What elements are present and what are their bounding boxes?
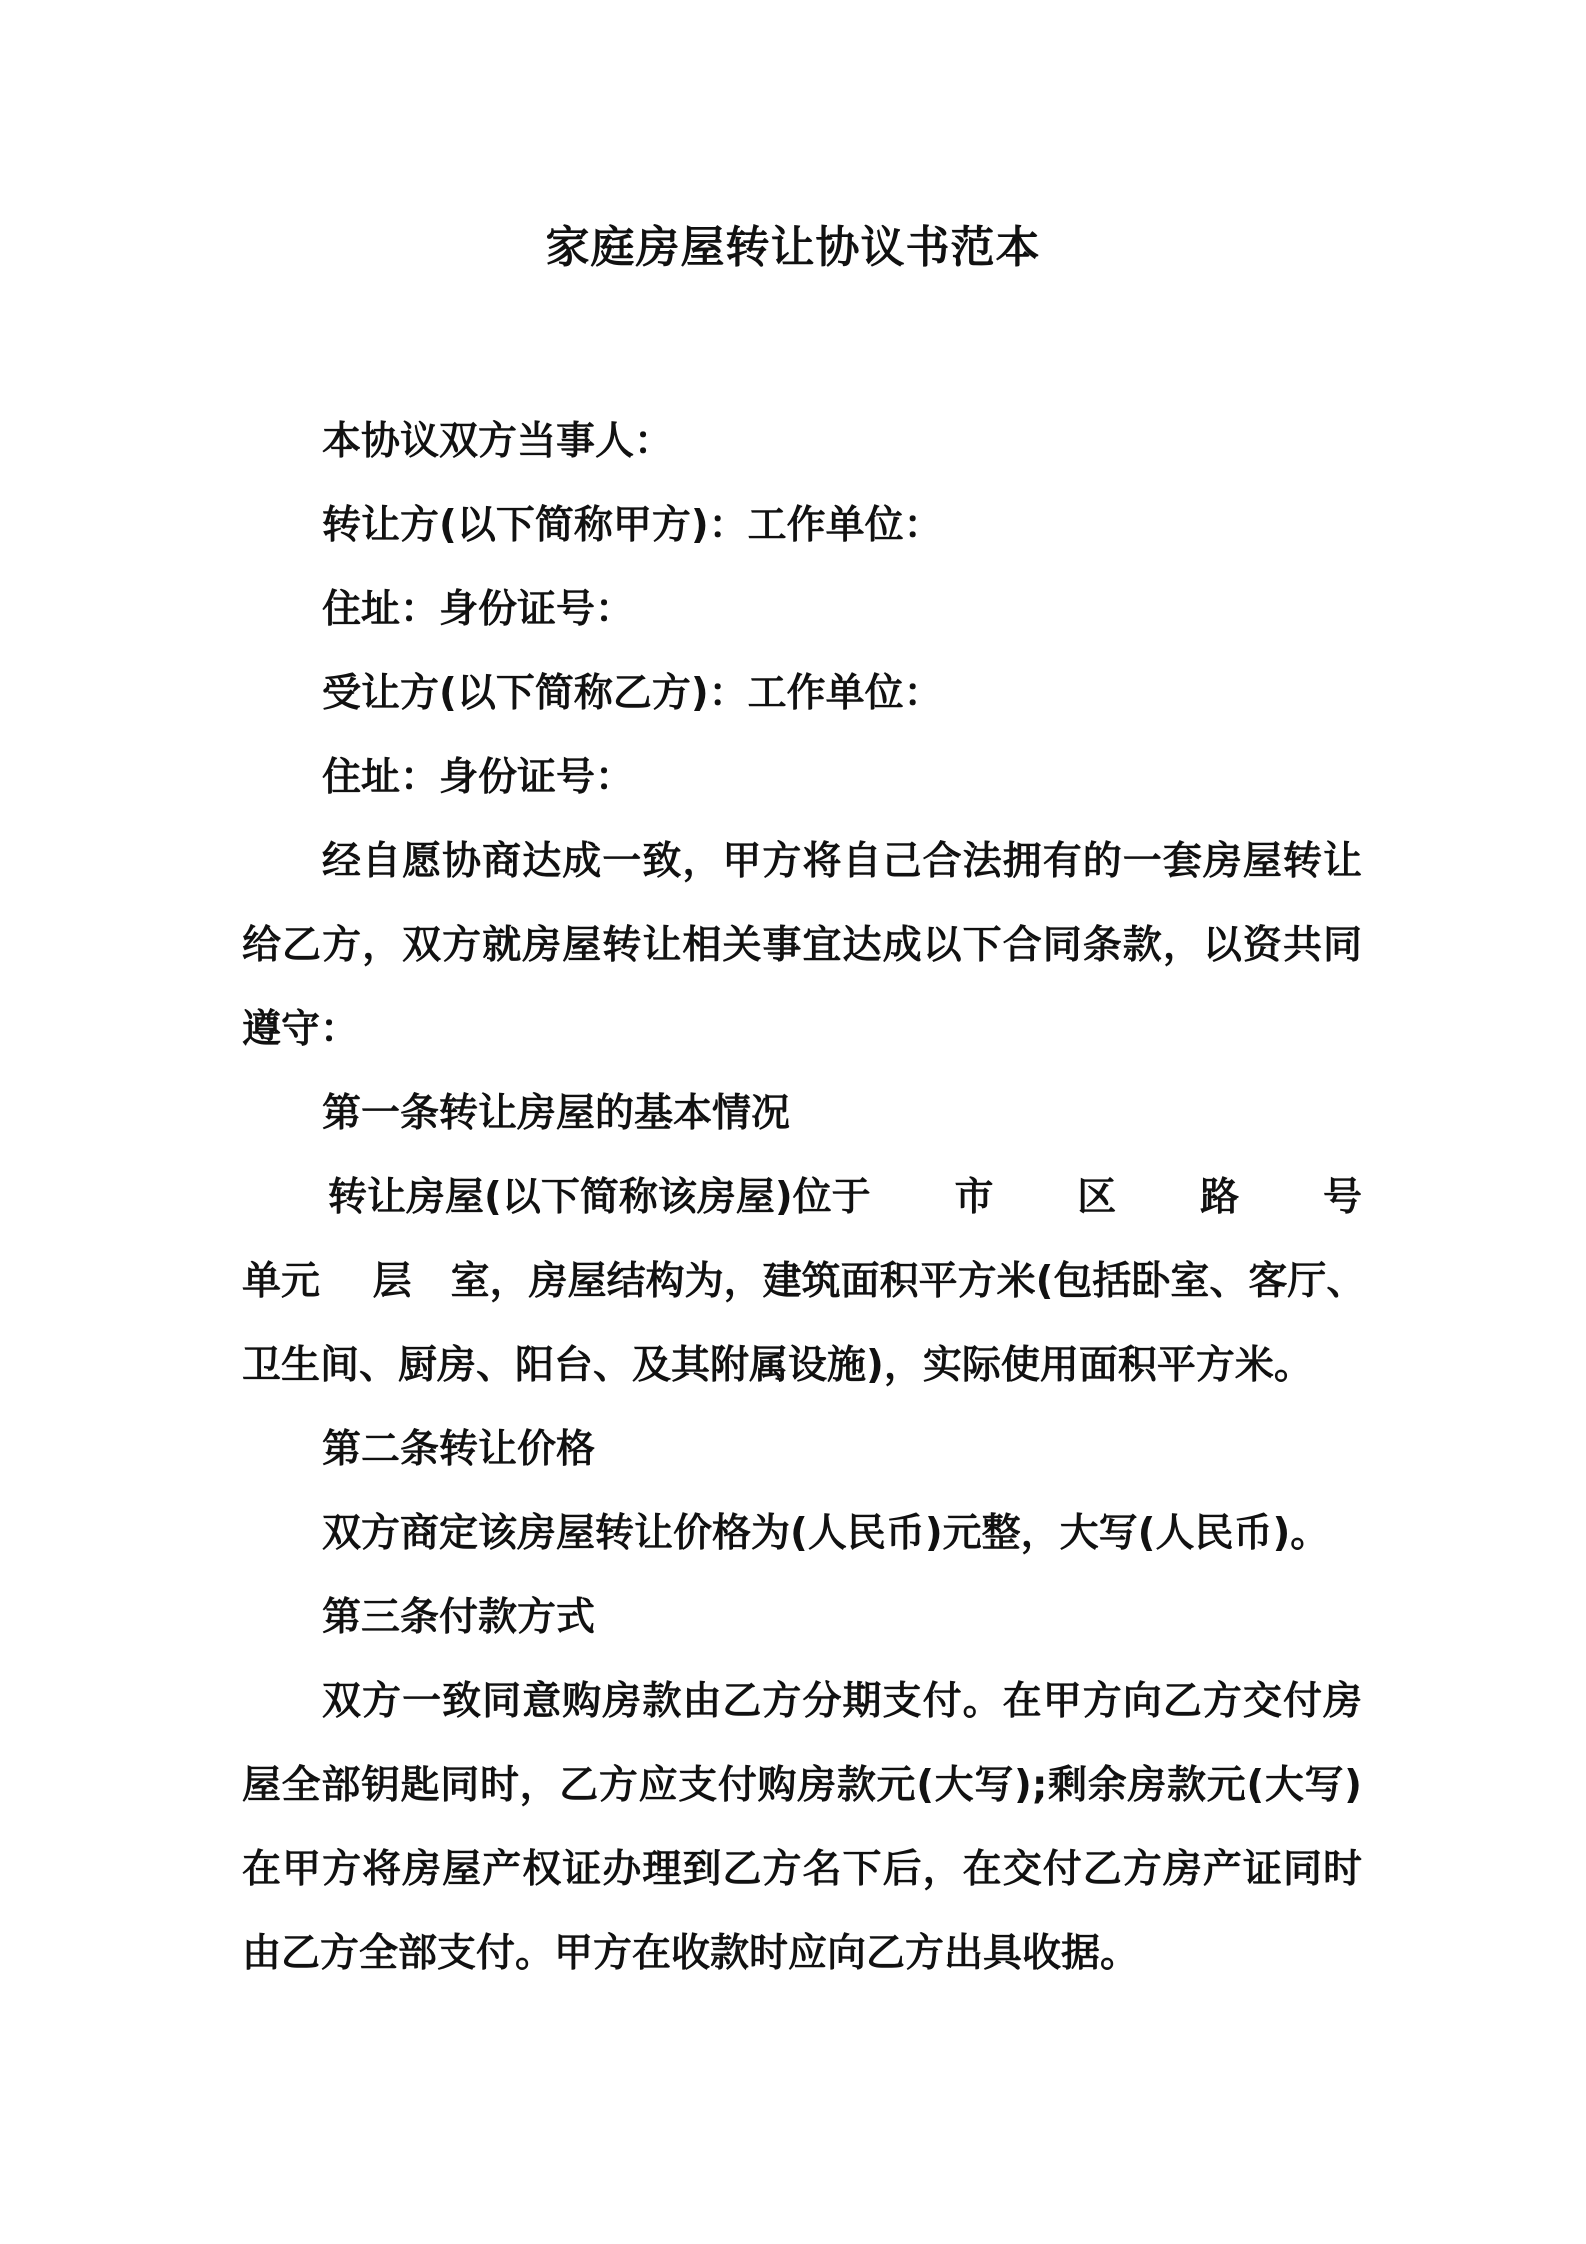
article-1-heading: 第一条转让房屋的基本情况 (322, 1091, 791, 1136)
document-title: 家庭房屋转让协议书范本 (545, 222, 1041, 273)
address-number: 号 (1322, 1175, 1362, 1220)
article-1-address-line (242, 1156, 1362, 1240)
party-b-address: 住址：身份证号： (322, 755, 635, 800)
article-2-heading: 第二条转让价格 (322, 1427, 596, 1472)
address-road: 路 (1200, 1175, 1240, 1220)
article-2-line-1: 双方商定该房屋转让价格为(人民币)元整，大写(人民币)。 (322, 1511, 1330, 1556)
article-3-heading: 第三条付款方式 (322, 1595, 596, 1640)
address-district: 区 (1077, 1175, 1117, 1220)
intro-line-2: 给乙方，双方就房屋转让相关事宜达成以下合同条款，以资共同 (242, 923, 1362, 968)
article-3-line-4: 由乙方全部支付。甲方在收款时应向乙方出具收据。 (242, 1931, 1140, 1976)
intro-line-3: 遵守： (242, 1007, 360, 1052)
article-3-line-2: 屋全部钥匙同时，乙方应支付购房款元(大写);剩余房款元(大写) (242, 1763, 1362, 1808)
article-3-line-1: 双方一致同意购房款由乙方分期支付。在甲方向乙方交付房 (322, 1679, 1362, 1724)
article-3-line-3: 在甲方将房屋产权证办理到乙方名下后，在交付乙方房产证同时 (242, 1847, 1362, 1892)
address-prefix: 转让房屋(以下简称该房屋)位于 (328, 1175, 871, 1220)
document-body (242, 400, 1366, 1996)
party-a-line: 转让方(以下简称甲方)：工作单位： (322, 503, 943, 548)
parties-heading: 本协议双方当事人： (322, 419, 674, 464)
party-a-address: 住址：身份证号： (322, 587, 635, 632)
intro-line-1: 经自愿协商达成一致，甲方将自己合法拥有的一套房屋转让 (322, 839, 1362, 884)
article-1-line-2: 单元 层 室，房屋结构为，建筑面积平方米(包括卧室、客厅、 (242, 1259, 1366, 1304)
address-city: 市 (954, 1175, 994, 1220)
article-1-line-3: 卫生间、厨房、阳台、及其附属设施)，实际使用面积平方米。 (242, 1343, 1313, 1388)
party-b-line: 受让方(以下简称乙方)：工作单位： (322, 671, 943, 716)
